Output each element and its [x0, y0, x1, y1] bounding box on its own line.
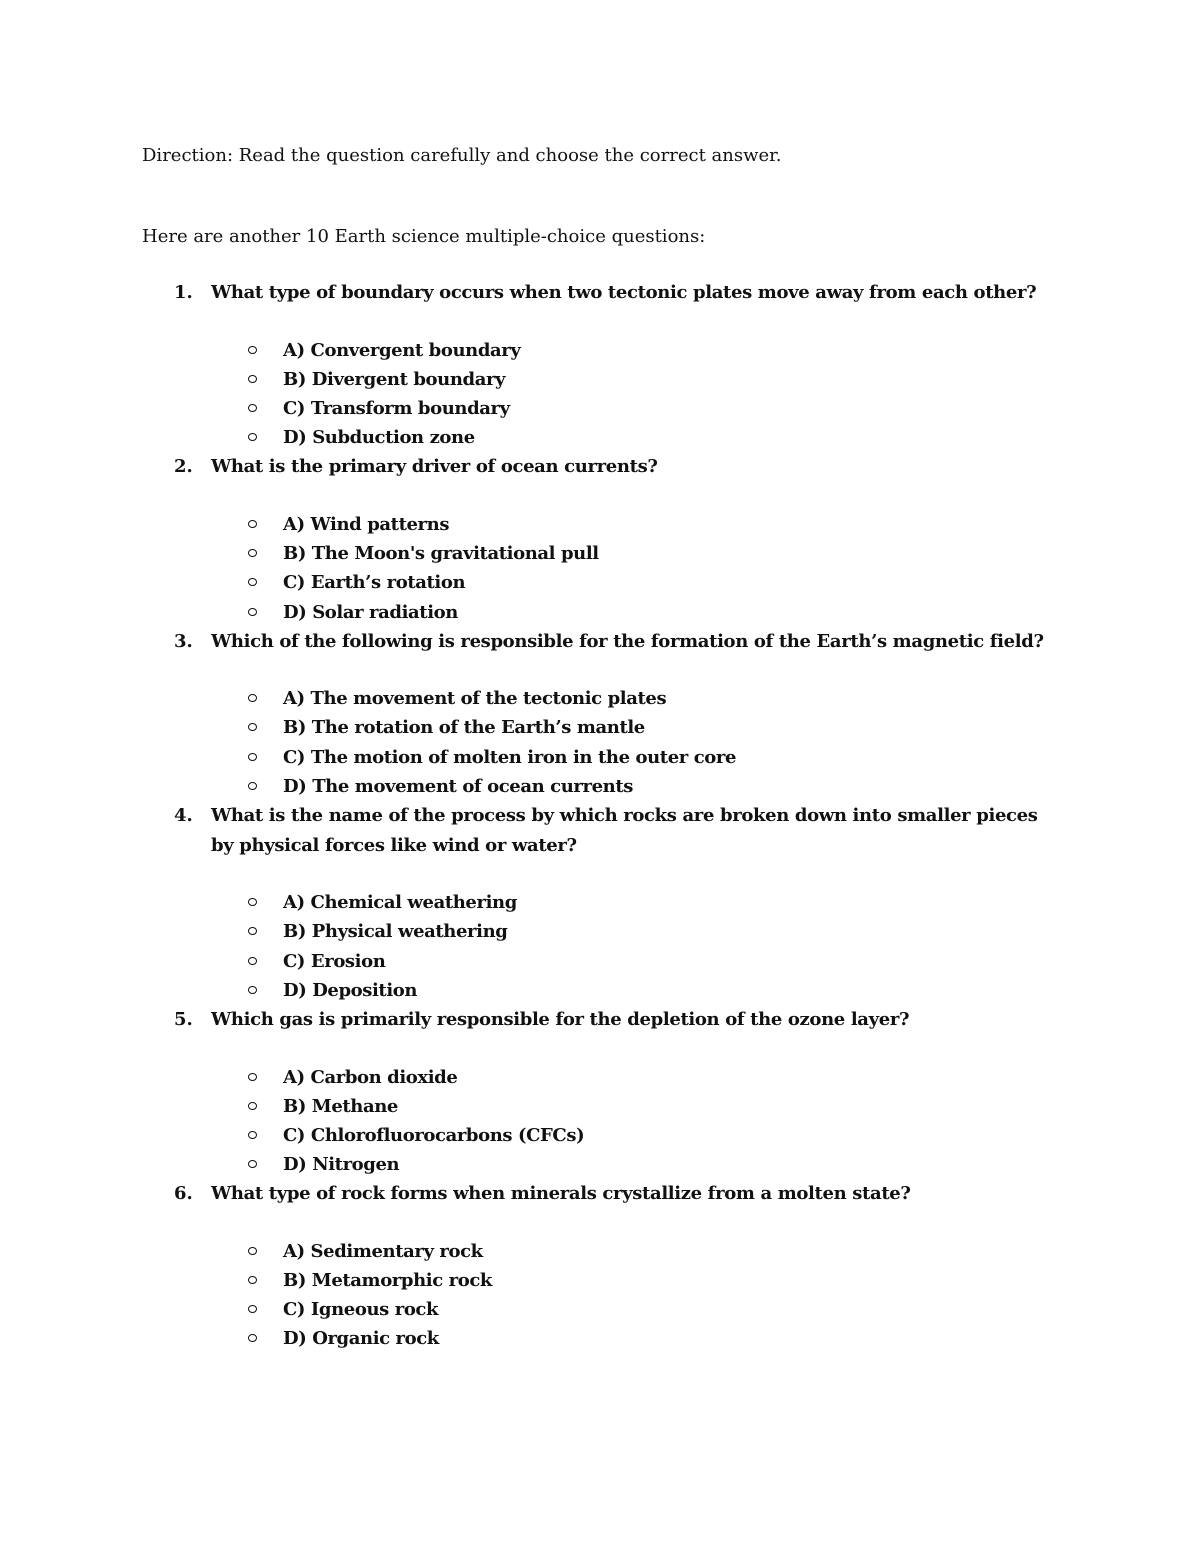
- option-text: A) Convergent boundary: [283, 339, 521, 361]
- question-list: [0, 278, 1200, 1354]
- question-2: [0, 452, 1200, 626]
- option-item: [0, 1150, 1200, 1179]
- option-item: [0, 1092, 1200, 1121]
- question-number: 3.: [174, 630, 193, 652]
- option-item: [0, 917, 1200, 946]
- question-text: Which gas is primarily responsible for the depletion of the ozone layer?: [211, 1008, 910, 1030]
- option-item: [0, 539, 1200, 568]
- option-text: D) Solar radiation: [283, 601, 458, 623]
- question-1: [0, 278, 1200, 452]
- option-item: [0, 888, 1200, 917]
- circle-bullet-icon: [248, 1305, 257, 1313]
- option-list: [0, 336, 1200, 453]
- option-text: B) Divergent boundary: [283, 368, 506, 390]
- question-text: What type of boundary occurs when two tectonic plates move away from each other?: [211, 282, 1037, 303]
- option-text: A) Sedimentary rock: [283, 1240, 483, 1262]
- circle-bullet-icon: [248, 520, 257, 528]
- option-list: [0, 510, 1200, 627]
- circle-bullet-icon: [248, 404, 257, 412]
- question-text: What type of rock forms when minerals crystallize from a molten state?: [211, 1183, 911, 1205]
- option-text: B) Physical weathering: [283, 921, 508, 943]
- option-item: [0, 598, 1200, 627]
- circle-bullet-icon: [248, 753, 257, 761]
- option-text: C) Earth’s rotation: [283, 572, 466, 594]
- question-6: [0, 1179, 1200, 1353]
- circle-bullet-icon: [248, 694, 257, 702]
- option-list: [0, 1063, 1200, 1180]
- question-text: What is the primary driver of ocean currents?: [211, 456, 658, 478]
- option-list: [0, 1237, 1200, 1354]
- circle-bullet-icon: [248, 1160, 257, 1168]
- option-item: [0, 1121, 1200, 1150]
- option-text: B) The rotation of the Earth’s mantle: [283, 717, 645, 739]
- option-item: [0, 1237, 1200, 1266]
- circle-bullet-icon: [248, 549, 257, 557]
- option-text: D) Nitrogen: [283, 1154, 400, 1176]
- option-item: [0, 365, 1200, 394]
- circle-bullet-icon: [248, 927, 257, 935]
- option-item: [0, 1063, 1200, 1092]
- option-item: [0, 713, 1200, 742]
- question-text: Which of the following is responsible for the formation of the Earth’s magnetic field?: [211, 630, 1044, 652]
- option-text: D) Organic rock: [283, 1328, 439, 1350]
- circle-bullet-icon: [248, 986, 257, 994]
- option-text: C) Igneous rock: [283, 1299, 439, 1321]
- question-number: 6.: [174, 1183, 193, 1205]
- circle-bullet-icon: [248, 346, 257, 354]
- circle-bullet-icon: [248, 782, 257, 790]
- option-item: [0, 423, 1200, 452]
- circle-bullet-icon: [248, 433, 257, 441]
- circle-bullet-icon: [248, 375, 257, 383]
- circle-bullet-icon: [248, 898, 257, 906]
- question-number: 4.: [174, 805, 193, 827]
- option-text: D) Deposition: [283, 979, 418, 1001]
- question-4: [0, 801, 1200, 1005]
- option-text: B) Metamorphic rock: [283, 1270, 492, 1292]
- question-3: [0, 627, 1200, 801]
- intro-text: Here are another 10 Earth science multiple-choice questions:: [142, 226, 706, 247]
- option-text: C) Erosion: [283, 950, 386, 972]
- option-text: A) Chemical weathering: [283, 892, 517, 914]
- direction-text: Direction: Read the question carefully and choose the correct answer.: [142, 145, 782, 166]
- circle-bullet-icon: [248, 608, 257, 616]
- question-number: 1.: [174, 282, 193, 303]
- option-text: A) The movement of the tectonic plates: [283, 688, 667, 710]
- option-item: [0, 976, 1200, 1005]
- question-text: What is the name of the process by which rocks are broken down into smaller pieces by physical forces like wind or water?: [211, 805, 1038, 856]
- option-item: [0, 1324, 1200, 1353]
- option-text: A) Carbon dioxide: [283, 1066, 458, 1088]
- circle-bullet-icon: [248, 1334, 257, 1342]
- option-item: [0, 1266, 1200, 1295]
- option-item: [0, 684, 1200, 713]
- option-list: [0, 684, 1200, 801]
- circle-bullet-icon: [248, 723, 257, 731]
- circle-bullet-icon: [248, 1131, 257, 1139]
- option-item: [0, 743, 1200, 772]
- option-list: [0, 888, 1200, 1005]
- option-text: D) The movement of ocean currents: [283, 775, 633, 797]
- circle-bullet-icon: [248, 1276, 257, 1284]
- option-text: C) Chlorofluorocarbons (CFCs): [283, 1124, 585, 1146]
- option-item: [0, 1295, 1200, 1324]
- question-number: 5.: [174, 1008, 193, 1030]
- option-text: C) Transform boundary: [283, 397, 510, 419]
- option-text: A) Wind patterns: [283, 513, 450, 535]
- option-item: [0, 394, 1200, 423]
- question-number: 2.: [174, 456, 193, 478]
- circle-bullet-icon: [248, 578, 257, 586]
- circle-bullet-icon: [248, 957, 257, 965]
- option-text: C) The motion of molten iron in the outer core: [283, 746, 737, 768]
- option-item: [0, 336, 1200, 365]
- option-text: D) Subduction zone: [283, 427, 475, 449]
- option-item: [0, 568, 1200, 597]
- question-5: [0, 1005, 1200, 1179]
- circle-bullet-icon: [248, 1247, 257, 1255]
- circle-bullet-icon: [248, 1102, 257, 1110]
- option-item: [0, 510, 1200, 539]
- option-text: B) The Moon's gravitational pull: [283, 543, 599, 565]
- option-item: [0, 947, 1200, 976]
- option-item: [0, 772, 1200, 801]
- circle-bullet-icon: [248, 1073, 257, 1081]
- option-text: B) Methane: [283, 1095, 398, 1117]
